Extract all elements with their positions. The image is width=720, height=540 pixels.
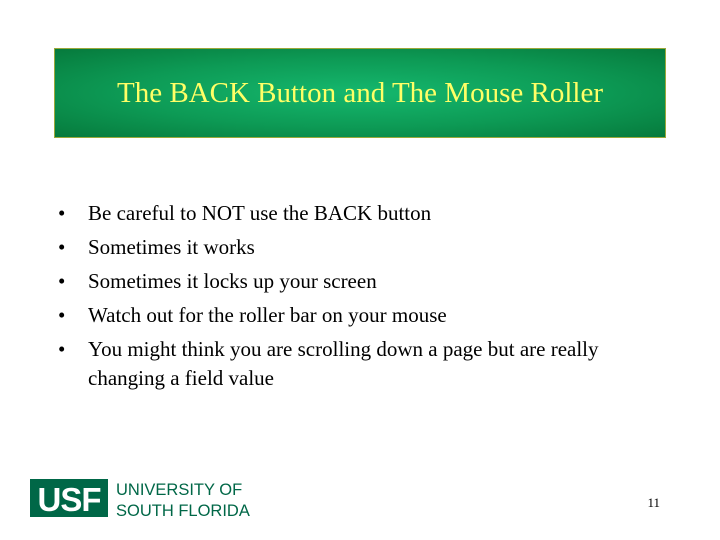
bullet-icon: • [58,337,66,361]
bullet-icon: • [58,269,66,293]
bullet-icon: • [58,201,66,225]
bullet-text: Sometimes it works [88,235,255,259]
usf-logo-mark: USF [37,481,101,518]
title-banner [54,48,666,138]
bullet-item [58,196,658,230]
bullet-icon: • [58,235,66,259]
bullet-list [58,196,658,393]
bullet-text: You might think you are scrolling down a page but are really changing a field value [88,337,599,390]
bullet-item [58,264,658,298]
page-number: 11 [647,495,660,510]
bullet-item [58,298,658,332]
usf-logo-line1: UNIVERSITY OF [116,481,243,499]
slide-title: The BACK Button and The Mouse Roller [117,76,603,109]
bullet-text: Sometimes it locks up your screen [88,269,377,293]
bullet-text: Watch out for the roller bar on your mouse [88,303,447,327]
bullet-text: Be careful to NOT use the BACK button [88,201,432,225]
bullet-icon: • [58,303,66,327]
usf-logo-line2: SOUTH FLORIDA [116,502,250,518]
bullet-item [58,230,658,264]
bullet-item [58,335,658,393]
usf-logo [30,478,262,518]
